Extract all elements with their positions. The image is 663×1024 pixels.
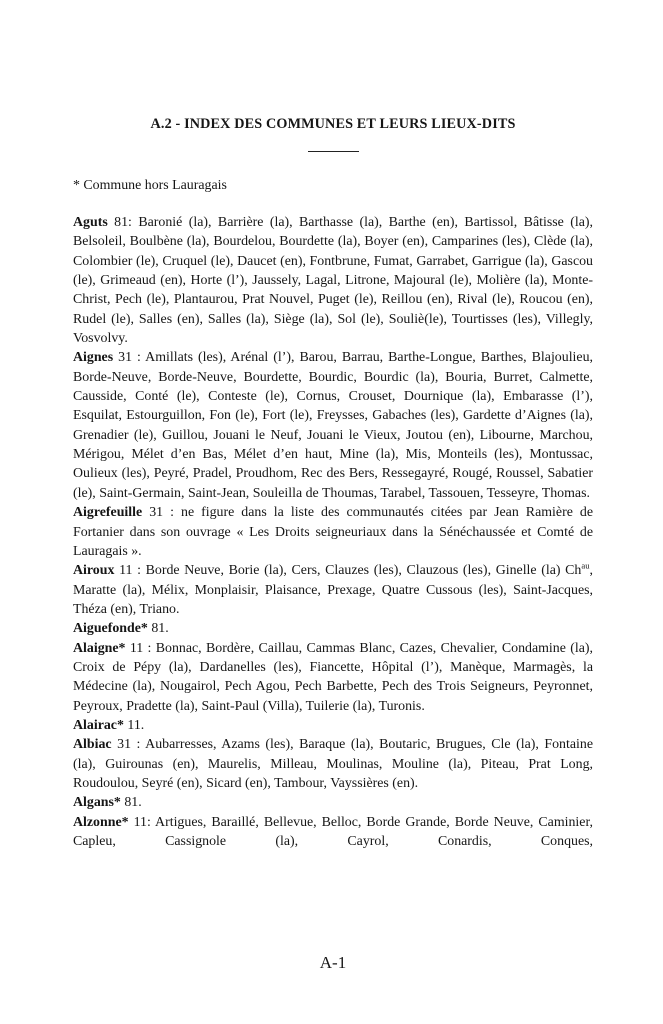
index-entry-albiac xyxy=(73,735,593,793)
title-rule xyxy=(308,151,359,152)
entry-text: 31 : ne figure dans la liste des communautés citées par Jean Ramière de Fortanier dans son ouvrage « Les Droits seigneuriaux dans la Sénéchaussée et Comté de Lauragais ». xyxy=(73,505,593,559)
index-entry-alairac xyxy=(73,716,593,735)
entry-text: 81. xyxy=(147,621,169,637)
page-number: A-1 xyxy=(319,953,347,972)
entry-text: 11: Artigues, Baraillé, Bellevue, Belloc, Borde Grande, Borde Neuve, Caminier, Capleu, Cassignole (la), Cayrol, Conardis, Conques, xyxy=(73,814,593,849)
index-entry-aguts xyxy=(73,213,593,348)
entry-name: Aignes xyxy=(73,350,114,366)
entry-text: 31 : Amillats (les), Arénal (l’), Barou, Barrau, Barthe-Longue, Barthes, Blajoulieu, Borde-Neuve, Borde-Neuve, Bourdette, Bourdic, Bourdic (la), Bouria, Burret, Calmette, Causside, Conté (le), Conteste (le), Cornus, Crouset, Dournique (la), Embarasse (l’), Esquilat, Estourguillon, Fon (le), Fort (le), Freysses, Gabaches (les), Gardette d’Aignes (la), Grenadier (le), Guillou, Jouani le Neuf, Jouani le Vieux, Joutou (en), Libourne, Marchou, Mérigou, Mélet d’en Bas, Mélet d’en haut, Mine (la), Mis, Monteils (les), Montussac, Oulieux (les), Peyré, Pradel, Proudhom, Rec des Bers, Ressegayré, Rougé, Roussel, Sabatier (le), Saint-Germain, Saint-Jean, Souleilla de Thoumas, Tarabel, Tassouen, Tesseyre, Thomas. xyxy=(73,350,593,501)
entry-text: 81. xyxy=(120,795,142,811)
index-entries xyxy=(73,213,593,851)
entry-name: Airoux xyxy=(73,563,115,579)
index-entry-airoux xyxy=(73,561,593,619)
index-entry-aignes xyxy=(73,348,593,503)
entry-name: Algans* xyxy=(73,795,121,811)
index-entry-algans xyxy=(73,793,593,812)
text-column xyxy=(73,0,593,851)
index-entry-alzonne xyxy=(73,813,593,852)
index-entry-aiguefonde xyxy=(73,619,593,638)
entry-text: 31 : Aubarresses, Azams (les), Baraque (la), Boutaric, Brugues, Cle (la), Fontaine (la), Guirounas (en), Maurelis, Milleau, Moulinas, Mouline (la), Piteau, Prat Long, Roudoulou, Seyré (en), Sicard (en), Tambour, Vayssières (en). xyxy=(73,737,593,791)
page-title: A.2 - INDEX DES COMMUNES ET LEURS LIEUX-DITS xyxy=(150,116,516,132)
entry-text: 11 : Borde Neuve, Borie (la), Cers, Clauzes (les), Clauzous (les), Ginelle (la) Ch xyxy=(114,563,582,579)
entry-name: Alaigne* xyxy=(73,640,126,656)
index-entry-alaigne xyxy=(73,639,593,716)
entry-name: Alairac* xyxy=(73,717,124,733)
entry-name: Aiguefonde* xyxy=(73,621,148,637)
entry-text: 11. xyxy=(123,717,145,733)
legend-note: * Commune hors Lauragais xyxy=(73,178,227,193)
entry-name: Alzonne* xyxy=(73,814,129,830)
superscript-abbreviation: au xyxy=(581,560,590,571)
entry-text: 81: Baronié (la), Barrière (la), Barthasse (la), Barthe (en), Bartissol, Bâtisse (la), Belsoleil, Boulbène (la), Bourdelou, Bourdette (la), Boyer (en), Camparines (les), Clède (la), Colombier (le), Cruquel (le), Daucet (en), Fontbrune, Fumat, Garrabet, Garrigue (la), Gascou (le), Grimeaud (en), Horte (l’), Jaussely, Lagal, Litrone, Majoural (le), Molière (la), Monte-Christ, Pech (le), Plantaurou, Prat Nouvel, Puget (le), Reillou (en), Rival (le), Roucou (en), Rudel (le), Salles (en), Salles (la), Siège (la), Sol (le), Souliè(le), Tourtisses (les), Villegly, Vosvolvy. xyxy=(73,215,593,347)
entry-name: Aguts xyxy=(73,215,108,230)
index-entry-aigrefeuille xyxy=(73,503,593,561)
entry-name: Albiac xyxy=(73,737,112,753)
entry-text: 11 : Bonnac, Bordère, Caillau, Cammas Blanc, Cazes, Chevalier, Condamine (la), Croix de Pépy (la), Dardanelles (les), Fiancette, Hôpital (l’), Manèque, Marmagès, la Médecine (la), Nougairol, Pech Agou, Pech Barbette, Pech des Trois Seigneurs, Peyronnet, Peyroux, Pradette (la), Saint-Paul (Villa), Tuilerie (la), Turonis. xyxy=(73,640,593,714)
entry-text: , Maratte (la), Mélix, Monplaisir, Plaisance, Prexage, Quatre Cussous (les), Saint-Jacques, Théza (en), Triano. xyxy=(73,563,593,617)
entry-name: Aigrefeuille xyxy=(73,505,143,521)
